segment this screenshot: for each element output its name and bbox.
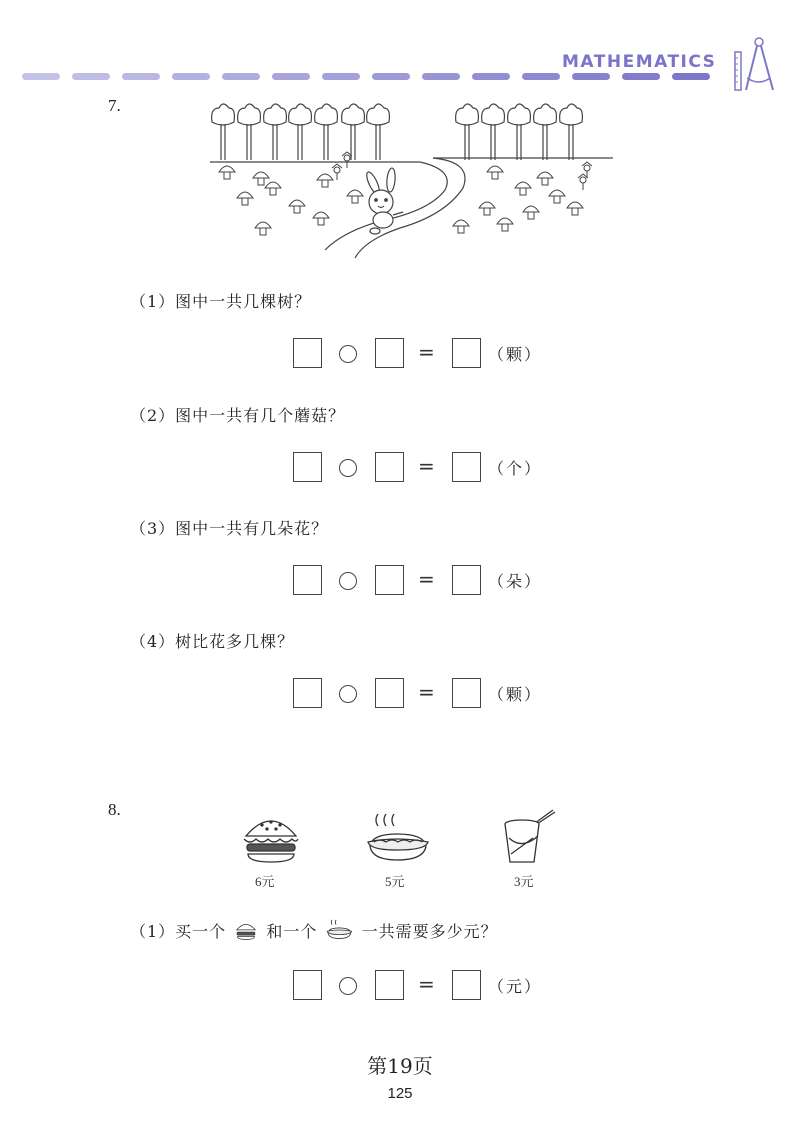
page-number: 125 [387,1085,413,1102]
drink-cup-icon [497,808,563,866]
header-dash [322,73,360,80]
question-7-number: 7. [108,96,121,115]
mushroom [237,192,253,205]
operator-circle[interactable] [339,977,357,995]
forest-scene-illustration [205,100,615,260]
mushroom [523,206,539,219]
answer-box-result[interactable] [452,452,481,482]
question-8-sub-1-part3: 一共需要多少元？ [361,922,498,941]
hotdog-icon [364,812,430,866]
tree-group [212,104,583,160]
question-8-sub-1 [130,919,498,942]
operator-circle[interactable] [339,459,357,477]
answer-box-result[interactable] [452,565,481,595]
unit-label: （朵） [488,572,543,591]
header-dash [422,73,460,80]
tree [315,104,338,160]
flower [332,164,342,180]
answer-equation-7-3 [293,565,553,599]
answer-box-left[interactable] [293,452,322,482]
mushroom [549,190,565,203]
answer-box-result[interactable] [452,970,481,1000]
operator-circle[interactable] [339,345,357,363]
equals-sign: = [418,567,435,591]
question-7-sub-3: （3）图中一共有几朵花？ [130,519,329,538]
header-dash [122,73,160,80]
unit-label: （颗） [488,685,543,704]
compass-ruler-icon [733,34,777,94]
header-dash [622,73,660,80]
mushroom [219,166,235,179]
equals-sign: = [418,454,435,478]
question-8-sub-1-part1: （1）买一个 [130,922,227,941]
answer-equation-8-1 [293,970,553,1004]
answer-box-right[interactable] [375,678,404,708]
operator-circle[interactable] [339,572,357,590]
unit-label: （颗） [488,345,543,364]
header-dash [272,73,310,80]
header-dash [72,73,110,80]
unit-label: （元） [488,977,543,996]
header-dash [372,73,410,80]
tree [482,104,505,160]
tree [342,104,365,160]
tree [289,104,312,160]
tree [264,104,287,160]
equals-sign: = [418,340,435,364]
mushroom [289,200,305,213]
hotdog-icon [323,919,355,941]
operator-circle[interactable] [339,685,357,703]
mushroom [567,202,583,215]
answer-box-left[interactable] [293,970,322,1000]
tree [508,104,531,160]
tree [212,104,235,160]
answer-equation-7-1 [293,338,553,372]
question-7-sub-2: （2）图中一共有几个蘑菇？ [130,406,346,425]
header-dash [572,73,610,80]
price-label-drink: 3元 [514,874,534,889]
mushroom [317,174,333,187]
header-dash [22,73,60,80]
header-dash [522,73,560,80]
mushroom [453,220,469,233]
unit-label: （个） [488,459,543,478]
mushroom [347,190,363,203]
answer-box-right[interactable] [375,565,404,595]
header-dash [472,73,510,80]
hamburger-icon [232,921,260,941]
question-8-sub-1-part2: 和一个 [266,922,318,941]
answer-box-right[interactable] [375,970,404,1000]
mushroom [313,212,329,225]
mushroom [253,172,269,185]
answer-box-left[interactable] [293,565,322,595]
answer-box-right[interactable] [375,452,404,482]
mushroom [515,182,531,195]
question-7-sub-1: （1）图中一共几棵树？ [130,292,312,311]
header-dash [172,73,210,80]
mushroom [497,218,513,231]
answer-box-result[interactable] [452,678,481,708]
question-7-sub-4: （4）树比花多几棵？ [130,632,295,651]
mushroom [255,222,271,235]
mushroom [487,166,503,179]
page-label: 第19页 [367,1054,433,1078]
header-brand: MATHEMATICS [562,52,717,72]
hamburger-icon [240,812,302,866]
tree [456,104,479,160]
mushroom-group [219,166,583,235]
answer-equation-7-4 [293,678,553,712]
mushroom [479,202,495,215]
tree [367,104,390,160]
equals-sign: = [418,972,435,996]
header-dash [222,73,260,80]
tree [534,104,557,160]
header-dash [672,73,710,80]
price-label-hotdog: 5元 [385,874,405,889]
price-label-hamburger: 6元 [255,874,275,889]
answer-box-left[interactable] [293,678,322,708]
answer-box-result[interactable] [452,338,481,368]
equals-sign: = [418,680,435,704]
flower [582,162,592,178]
answer-box-right[interactable] [375,338,404,368]
mushroom [265,182,281,195]
answer-box-left[interactable] [293,338,322,368]
answer-equation-7-2 [293,452,553,486]
tree [560,104,583,160]
question-8-number: 8. [108,800,121,819]
mushroom [537,172,553,185]
tree [238,104,261,160]
